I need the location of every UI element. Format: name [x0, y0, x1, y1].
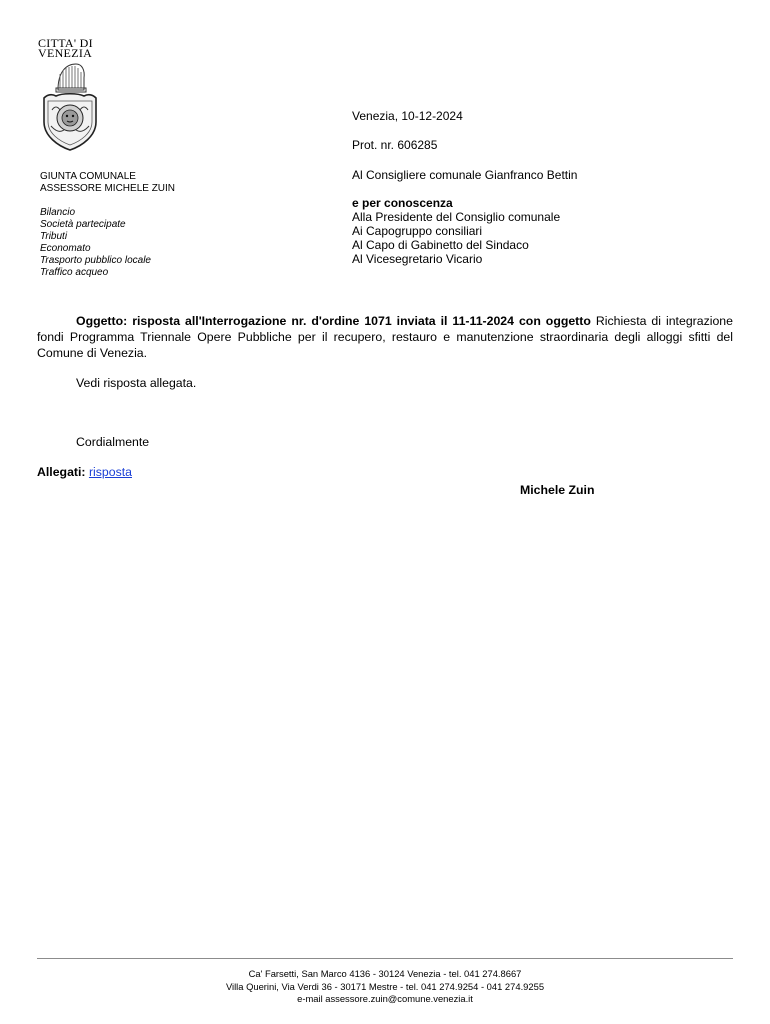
city-logo — [38, 38, 102, 152]
sender-areas-list — [40, 207, 151, 279]
footer-line: Villa Querini, Via Verdi 36 - 30171 Mestre - tel. 041 274.9254 - 041 274.9255 — [225, 980, 545, 992]
footer-divider — [37, 958, 733, 959]
attachments-label: Allegati: — [37, 465, 86, 479]
subject-text: Richiesta di integrazione fondi Programma Triennale Opere Pubbliche per il recupero, restauro e manutenzione straordinaria degli alloggi sfitti del Comune di Venezia. — [37, 314, 733, 360]
letter-date: Venezia, 10-12-2024 — [352, 109, 463, 123]
cc-recipient: Alla Presidente del Consiglio comunale — [352, 210, 561, 224]
cc-recipient: Al Capo di Gabinetto del Sindaco — [352, 238, 529, 252]
area-item: Economato — [40, 243, 91, 254]
footer-address — [0, 968, 770, 1006]
recipient: Al Consigliere comunale Gianfranco Bettin — [352, 168, 578, 182]
assessore-label: ASSESSORE MICHELE ZUIN — [40, 183, 176, 194]
footer-line: Ca' Farsetti, San Marco 4136 - 30124 Venezia - tel. 041 274.8667 — [248, 968, 522, 979]
area-item: Tributi — [40, 231, 68, 242]
closing-greeting: Cordialmente — [76, 435, 150, 449]
area-item: Bilancio — [40, 207, 76, 218]
area-item: Traffico acqueo — [40, 267, 109, 278]
sender-department — [40, 171, 175, 195]
lion-of-st-mark-crest-icon — [38, 60, 100, 152]
attachments-line — [37, 465, 132, 479]
signature: Michele Zuin — [520, 483, 595, 497]
giunta-label: GIUNTA COMUNALE — [40, 171, 136, 182]
attachment-link[interactable]: risposta — [88, 465, 132, 479]
logo-line-1: CITTA' DI — [38, 36, 93, 50]
area-item: Società partecipate — [40, 219, 126, 230]
area-item: Trasporto pubblico locale — [40, 255, 151, 266]
cc-block — [352, 196, 560, 266]
cc-recipient: Ai Capogruppo consiliari — [352, 224, 483, 238]
cc-recipient: Al Vicesegretario Vicario — [352, 252, 483, 266]
footer-line: e-mail assessore.zuin@comune.venezia.it — [297, 993, 473, 1004]
subject-heading: Oggetto: risposta all'Interrogazione nr. d'ordine 1071 inviata il 11-11-2024 con oggetto — [76, 314, 591, 328]
body-paragraph: Vedi risposta allegata. — [76, 376, 197, 390]
cc-label: e per conoscenza — [352, 196, 453, 210]
protocol-number: Prot. nr. 606285 — [352, 138, 438, 152]
subject-paragraph — [37, 313, 733, 361]
logo-line-2: VENEZIA — [38, 46, 93, 60]
